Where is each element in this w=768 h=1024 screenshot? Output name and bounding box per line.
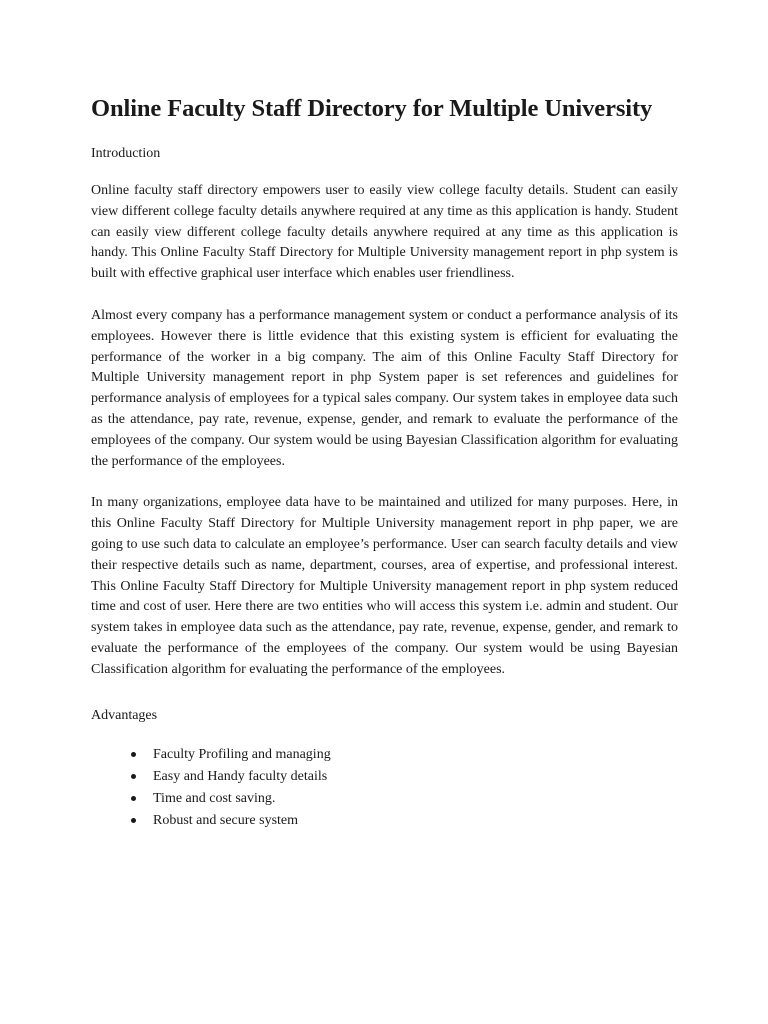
list-item <box>131 810 678 832</box>
document-title: Online Faculty Staff Directory for Multiple University <box>91 95 653 122</box>
list-item-text: Easy and Handy faculty details <box>153 768 328 784</box>
bullet-icon <box>131 796 136 801</box>
paragraph-1: Online faculty staff directory empowers user to easily view college faculty details. Student can easily view different college faculty details anywhere required at any time as this application is handy. Student can easily view different college faculty details anywhere required at any time as this application is handy. This Online Faculty Staff Directory for Multiple University management report in php system is built with effective graphical user interface which enables user friendliness. <box>91 183 678 282</box>
advantages-heading: Advantages <box>91 707 158 723</box>
paragraph-3: In many organizations, employee data have to be maintained and utilized for many purposes. Here, in this Online Faculty Staff Directory for Multiple University management report in php paper, we are going to use such data to calculate an employee’s performance. User can search faculty details and view their respective details such as name, department, courses, area of expertise, and professional interest. This Online Faculty Staff Directory for Multiple University management report in php system reduced time and cost of user. Here there are two entities who will access this system i.e. admin and student. Our system takes in employee data such as the attendance, pay rate, revenue, expense, gender, and remark to evaluate the performance of the employees of the company. Our system would be using Bayesian Classification algorithm for evaluating the performance of the employees. <box>91 495 678 677</box>
introduction-heading: Introduction <box>91 146 161 161</box>
advantages-list <box>91 744 678 832</box>
list-item <box>131 744 678 766</box>
list-item-text: Time and cost saving. <box>153 790 276 806</box>
bullet-icon <box>131 818 136 823</box>
list-item-text: Robust and secure system <box>153 812 299 828</box>
bullet-icon <box>131 774 136 779</box>
paragraph-2: Almost every company has a performance management system or conduct a performance analysis of its employees. However there is little evidence that this existing system is efficient for evaluating the performance of the worker in a big company. The aim of this Online Faculty Staff Directory for Multiple University management report in php System paper is set references and guidelines for performance analysis of employees for a typical sales company. Our system takes in employee data such as the attendance, pay rate, revenue, expense, gender, and remark to evaluate the performance of the employees of the company. Our system would be using Bayesian Classification algorithm for evaluating the performance of the employees. <box>91 307 678 469</box>
list-item-text: Faculty Profiling and managing <box>153 746 331 762</box>
list-item <box>131 788 678 810</box>
list-item <box>131 766 678 788</box>
bullet-icon <box>131 752 136 757</box>
